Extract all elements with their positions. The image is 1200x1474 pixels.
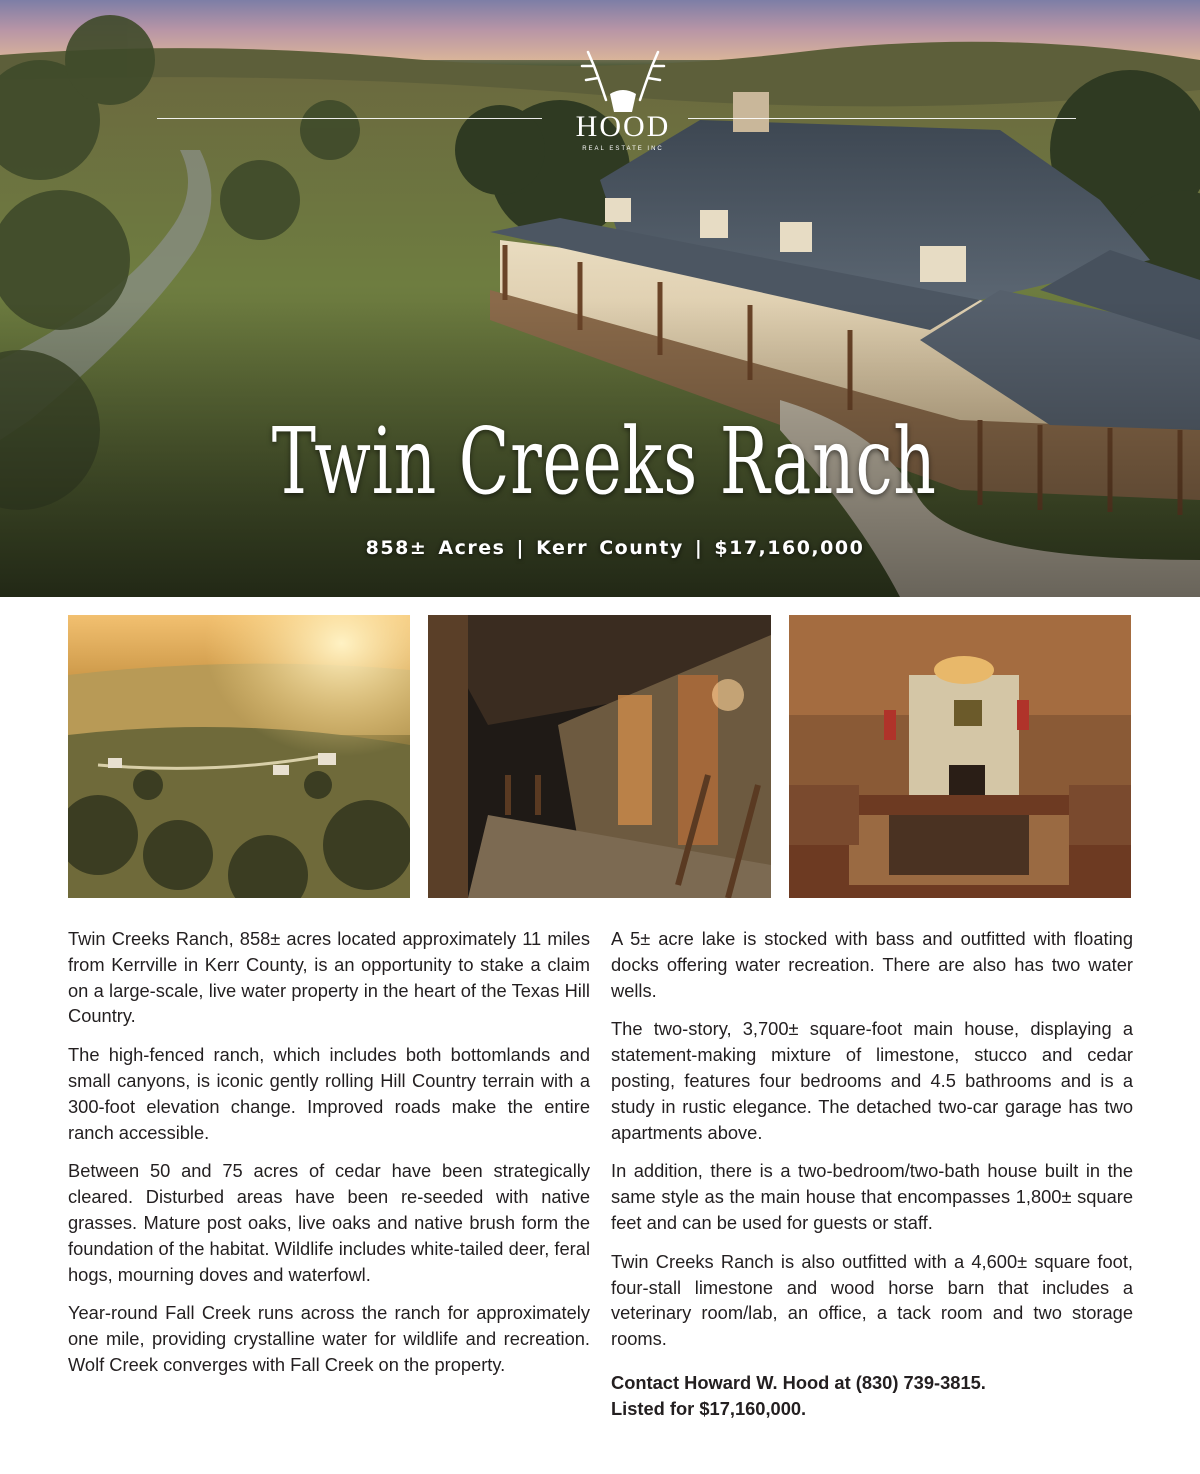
description-paragraph: The two-story, 3,700± square-foot main house, displaying a statement-making mixture of limestone, stucco and cedar posting, features four bedrooms and 4.5 bathrooms and is a study in rustic elegance. The detached two-car garage has two apartments above. — [611, 1018, 1133, 1143]
description-paragraph: Year-round Fall Creek runs across the ranch for approximately one mile, providing crystalline water for wildlife and recreation. Wolf Creek converges with Fall Creek on the property. — [68, 1302, 590, 1375]
listing-price: Listed for $17,160,000. — [611, 1397, 807, 1419]
property-title: Twin Creeks Ranch — [271, 408, 937, 515]
property-summary: 858± Acres | Kerr County | $17,160,000 — [365, 537, 865, 559]
deer-head-icon — [548, 42, 698, 112]
description-paragraph: The high-fenced ranch, which includes both bottomlands and small canyons, is iconic gently rolling Hill Country terrain with a 300-foot elevation change. Improved roads make the entire ranch accessible. — [68, 1044, 590, 1143]
logo-tagline: REAL ESTATE INC — [582, 146, 664, 152]
hero-image — [0, 0, 1200, 597]
porch-night-photo — [428, 615, 771, 898]
logo-wordmark: HOOD — [575, 110, 671, 143]
aerial-sunset-photo — [68, 615, 410, 898]
description-paragraph: Between 50 and 75 acres of cedar have been strategically cleared. Disturbed areas have been re-seeded with native grasses. Mature post oaks, live oaks and native brush form the foundation of the habitat. Wildlife includes white-tailed deer, feral hogs, mourning doves and waterfowl. — [68, 1160, 590, 1285]
description-column-right — [611, 926, 1133, 1435]
description-paragraph: In addition, there is a two-bedroom/two-bath house built in the same style as the main house that encompasses 1,800± square feet and can be used for guests or staff. — [611, 1160, 1133, 1233]
description-paragraph: Twin Creeks Ranch is also outfitted with a 4,600± square foot, four-stall limestone and wood horse barn that includes a veterinary room/lab, an office, a tack room and two storage rooms. — [611, 1250, 1133, 1350]
description-column-left — [68, 926, 590, 1391]
logo-rule-right — [688, 118, 1076, 119]
great-room-photo — [789, 615, 1131, 898]
description-paragraph: A 5± acre lake is stocked with bass and outfitted with floating docks offering water recreation. There are also has two water wells. — [611, 928, 1133, 1001]
description-paragraph: Twin Creeks Ranch, 858± acres located approximately 11 miles from Kerrville in Kerr County, is an opportunity to stake a claim on a large-scale, live water property in the heart of the Texas Hill Country. — [68, 928, 590, 1027]
hood-logo — [548, 42, 698, 162]
contact-block — [611, 1370, 1133, 1422]
contact-phone[interactable]: Contact Howard W. Hood at (830) 739-3815. — [611, 1371, 986, 1393]
logo-rule-left — [157, 118, 542, 119]
